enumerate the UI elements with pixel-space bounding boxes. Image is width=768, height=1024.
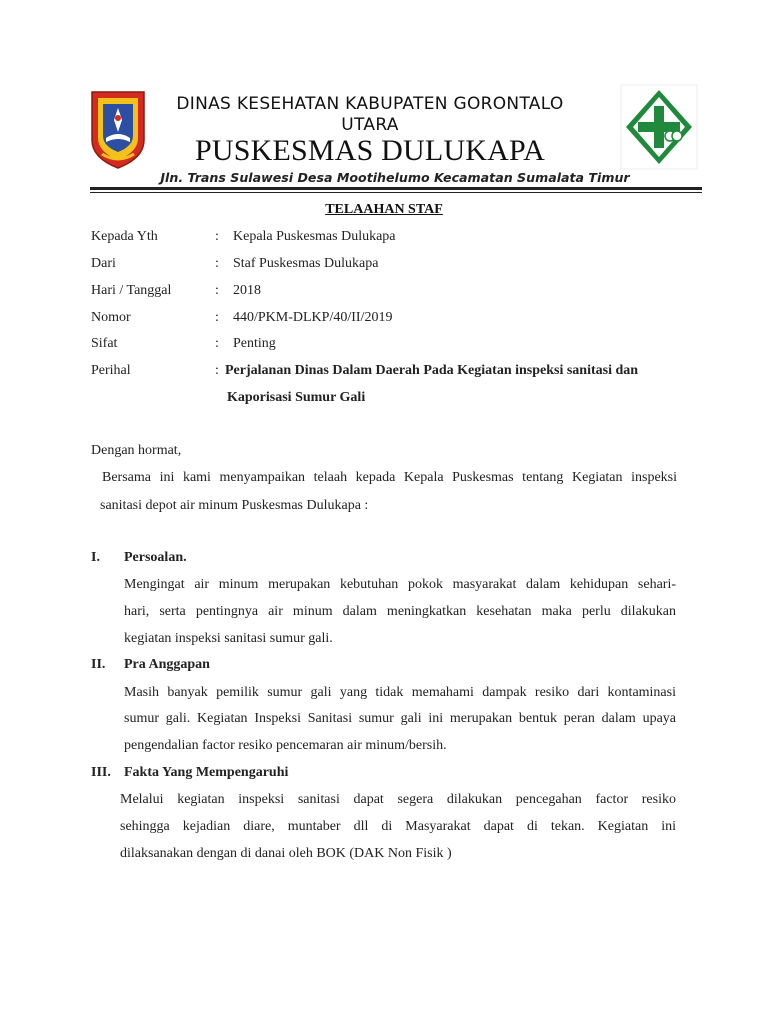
section-line: dilaksanakan dengan di danai oleh BOK (DAK Non Fisik ) (120, 846, 452, 861)
meta-colon: : (215, 283, 219, 298)
header-rule-thin (90, 192, 702, 193)
greeting: Dengan hormat, (91, 443, 182, 458)
meta-colon: : (215, 229, 219, 244)
document-title: TELAAHAN STAF (325, 202, 443, 217)
section-line: Masih banyak pemilik sumur gali yang tidak memahami dampak resiko dari kontaminasi (124, 685, 676, 700)
section-number: II. (91, 657, 106, 672)
meta-value-subject-line1: Perjalanan Dinas Dalam Daerah Pada Kegiatan inspeksi sanitasi dan (225, 363, 639, 378)
section-line: Mengingat air minum merupakan kebutuhan pokok masyarakat dalam kehidupan sehari- (124, 577, 676, 592)
section-line: Melalui kegiatan inspeksi sanitasi dapat segera dilakukan pencegahan factor resiko (120, 792, 676, 807)
section-line: kegiatan inspeksi sanitasi sumur gali. (124, 631, 333, 646)
meta-label: Perihal (91, 363, 131, 378)
section-number: I. (91, 550, 100, 565)
meta-value-subject-line2: Kaporisasi Sumur Gali (227, 390, 366, 405)
meta-colon: : (215, 310, 219, 325)
header-agency-line1: DINAS KESEHATAN KABUPATEN GORONTALO (176, 94, 564, 114)
section-title: Persoalan. (124, 550, 187, 565)
section-number: III. (91, 765, 111, 780)
section-line: sumur gali. Kegiatan Inspeksi Sanitasi sumur gali ini merupakan bentuk peran dalam upaya (124, 711, 676, 726)
section-title: Pra Anggapan (124, 657, 210, 672)
intro-line2: sanitasi depot air minum Puskesmas Dulukapa : (100, 498, 369, 513)
header-agency-line2: UTARA (341, 115, 399, 135)
meta-label: Kepada Yth (91, 229, 158, 244)
intro-line1: Bersama ini kami menyampaikan telaah kepada Kepala Puskesmas tentang Kegiatan inspeksi (102, 470, 677, 485)
header-rule-thick (90, 187, 702, 190)
header-title: PUSKESMAS DULUKAPA (194, 134, 546, 167)
meta-value: 440/PKM-DLKP/40/II/2019 (233, 310, 393, 325)
regency-coat-of-arms-icon (88, 88, 148, 170)
meta-label: Hari / Tanggal (91, 283, 172, 298)
puskesmas-logo-icon (620, 84, 698, 170)
section-line: pengendalian factor resiko pencemaran air minum/bersih. (124, 738, 447, 753)
section-line: hari, serta pentingnya air minum dalam meningkatkan kesehatan maka perlu dilakukan (124, 604, 676, 619)
meta-colon: : (215, 256, 219, 271)
meta-value: Staf Puskesmas Dulukapa (233, 256, 379, 271)
section-title: Fakta Yang Mempengaruhi (124, 765, 289, 780)
meta-label: Nomor (91, 310, 131, 325)
meta-colon: : (215, 336, 219, 351)
meta-value: Kepala Puskesmas Dulukapa (233, 229, 396, 244)
meta-value: 2018 (233, 283, 261, 298)
meta-value: Penting (233, 336, 276, 351)
section-line: sehingga kejadian diare, muntaber dll di Masyarakat dapat di tekan. Kegiatan ini (120, 819, 676, 834)
meta-label: Dari (91, 256, 116, 271)
meta-label: Sifat (91, 336, 118, 351)
header-address: Jln. Trans Sulawesi Desa Mootihelumo Kecamatan Sumalata Timur (160, 170, 630, 185)
meta-colon: : (215, 363, 219, 378)
